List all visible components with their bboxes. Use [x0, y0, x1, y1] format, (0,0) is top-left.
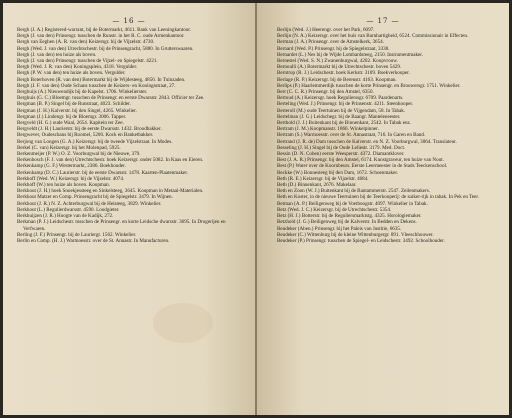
directory-entry: Bergveldt (J. H.) Laurierstr. bij de eerste Dwarsstr. 1432. Broodbakker. [17, 126, 162, 133]
directory-entry: Berkman (P. J.) Leidschestr. tusschen de Prinsengr. en korte Leidsche dwarsstr. 3695. In Drogerijen en Verfwaren. [17, 219, 226, 232]
directory-entry: Best (P.) Water over de Koornbeurs. Eerste Leermeester in de Stads Teeckenschool. [277, 163, 448, 170]
directory-entry: Bertelman (J. G.) Leidschegr. bij de Baangr. Manteleneester. [277, 113, 401, 120]
directory-entry: Bergman (J. H.) Kalverstr. bij den Singel, 4265. Winkelier. [17, 107, 137, 114]
directory-entry: Bergh (J. F. van den) Oude Schans tusschen de Keizers- en Koningsstraat, 27. [17, 82, 176, 89]
directory-entry: Betman (A. P.) Beiligenweg bij de Voetboogstr. 4097. Winkelier in Tabak. [277, 200, 428, 207]
directory-entry: Bergh (J. A.) Registered-warrant, bij de Botermarkt, 4611. Bank van Leeningkantoor. [17, 27, 191, 33]
directory-entry: Berthold (J. J.) Buitenkant bij de Binnenkant, 2542. In Tabak enz. [277, 120, 412, 127]
directory-entry: Beth en Zoon (W. J.) Buitenkant bij de Bantammerstr. 2547. Zeilenmakers. [277, 188, 431, 195]
directory-entry: Berlijn (N. A.) Keizersgr. over het huis van Barnhartigheid, 6524. Commissionair in Effecten. [277, 33, 469, 40]
directory-entry: Berlips (P.) Haarlemmerdijk tusschen de korte Prinsengr. en Brouwersgr. 1751. Winkelier. [277, 82, 461, 89]
directory-entry: Berkenkamp (D. C.) Laurierstr. bij de eerste Dwarsstr. 1478. Kaarten-Plaatenmaker. [17, 169, 189, 176]
page-number: — 16 — [112, 17, 146, 25]
directory-entry: Berjong van Longen (G. A.) Keizersgr. bij de tweede Vijzelstraat. In Modes. [17, 138, 173, 145]
directory-entry: Berntrop (R. J.) Leidschestr. hoek Kerkstr. 3109. Boekverkooper. [277, 70, 410, 77]
directory-entry: Berkhout Matzer en Comp. Prinsengracht bij de Spiegelstr. 3479. In Wijnen. [17, 194, 173, 201]
directory-entry: Bernard (Wed. P.) Prinsengr. bij de Spiegelstraat, 3338. [277, 45, 390, 52]
directory-entry: Berkel (C. van) Keizersgr. bij het Molenpad, 5925. [17, 144, 121, 151]
directory-entry: Besseling (J. H.) Singel bij de Oude Leliestr. 3179. Med. Doct. [277, 144, 406, 151]
directory-entry: Berkenbosch (F. J. van den) Utrechtschestr. hoek Keizersgr. onder 5082. In Kaas en Eieren. [17, 157, 204, 164]
directory-entry: Bernardet (L.) Nes bij de Wijde Lombardsteeg, 2150. Instrumentmaker. [277, 51, 423, 58]
directory-entry: Bessin (D. N. Cohen) eerste Weesperstr. 4372. Diamantklover. [277, 151, 405, 158]
directory-entry: Bertram (S.) Warmoesstr. over de St. Annastraat, 716. In Garen en Band. [277, 132, 426, 139]
directory-entry: Bert (C. C. R.) Prinsengr. bij den Amstel, 6350. [277, 89, 374, 96]
directory-entry: Bergwever, Oudeschans bij Roomel, 5200. Kock en Banketbakker. [17, 132, 154, 139]
directory-entry: Bergman (J.) Lindengr. bij de Bloemgr. 3006. Tapper. [17, 113, 127, 120]
directory-entry: Beudeker (Aben.) Prinsengr. bij het Paleis van Justitie, 6635. [277, 225, 402, 232]
directory-entry: Berlin en Comp. (H. J.) Warmoesstr. over de St. Annastr. In Manufacturen. [17, 237, 170, 244]
directory-entry: Berlijn (Wed. J.) Heerengr. over het Park, 6097. [277, 27, 375, 33]
right-page [257, 3, 509, 415]
directory-entry: Bertoud (A.) Keizersgr. hoek Regulierssgr. 6709. Paardenarts. [277, 95, 404, 102]
directory-entry: Beudeker (P.) Prinsengr. tusschen de Spiegel- en Leidschestr. 3492. Schoolhouder. [277, 237, 445, 244]
directory-entry: Berghuis (G. C.) Bloemgr. tusschen de Prinsengr. en eerste Dwarsstr. 2843. Officier ter Zee. [17, 95, 205, 102]
directory-entry: Beth (D.) Binnenkant, 2676. Makelaar. [277, 182, 357, 189]
directory-entry: Berman (J. A.) Prinsengr. over de Amstelkerk, 3654. [277, 39, 384, 46]
directory-entry: Bergh (J. van den) Prinsengr. tusschen de Runstr. in het R. C. oude Armenkantoor. [17, 33, 185, 40]
directory-entry: Bernoulli (A.) Botermarkt bij de Utrechtschestr. boven 5429. [277, 64, 402, 71]
directory-entry: Berlage (R. P.) Keizersgr. bij de Berenstr. 4163. Koopman. [277, 76, 397, 83]
directory-entry: Best (J. A. R.) Prinsengr. bij den Amstel, 6174. Kunstgraveur, ten huize van Nout. [277, 157, 444, 164]
open-book [3, 3, 509, 415]
directory-entry: Bergveld (H. G.) oude Waal, 2654. Kapitein ter Zee. [17, 120, 124, 127]
directory-entry: Berkhoff (W.) ten huize als boven. Koopman. [17, 182, 110, 189]
directory-entry: Berkhuijzen (J. R.) Hoogte van de Kadijk, 272. [17, 213, 114, 220]
directory-entry: Bergh (J. van den) ten huize als boven. [17, 51, 97, 58]
directory-entry: Bergh (P. W. van den) ten huize als boven. Vergulder. [17, 70, 126, 77]
directory-entry: Berghuijs (A.) Nieuwendijk bij de Kapelst. 1706. Winkelierster. [17, 89, 148, 96]
directory-entry: Bergh (J. van den) Prinsengr. tusschen de Vijzel- en Spiegelstr. 4221. [17, 58, 158, 65]
directory-entry: Bergh (Wed. J. R. van den) Koningsplein, 4318. Vergulder. [17, 64, 138, 71]
directory-entry: Berkhout (J. H.) hoek Snoekjessteeg en Sinkelsteeg, 3645. Koopman in Metaal-Materialen. [17, 188, 204, 195]
directory-entry: Berkhout (L.) Regulierdwarsstr. 4590. Loodgieter. [17, 206, 120, 213]
directory-entry: Beth en Koster, in de nieuwe Teertuinen bij de Teerkooperij: de suiker-rijk in tabak. In Pek en Teer. [277, 194, 480, 201]
directory-entry: Bergh (Wed. J. van den) Utrechtschestr. bij de Prinsengracht, 5880. In Grutterswaaren. [17, 45, 194, 52]
directory-entry: Bernestel (Wed. S. N.) Zwanenburgwal, 4202. Koopvrouw. [277, 58, 398, 65]
directory-entry: Bergman (B. P.) Singel bij de Runstraat, 4023. Schilder. [17, 101, 131, 108]
directory-entry: Berling (J. F.) Prinsengr. bij de Lauriergr. 1562. Winkelier. [17, 231, 137, 238]
directory-entry: Berkenkamp (G. F.) Westermarkt, 2386. Boekhouder. [17, 163, 126, 170]
directory-entry: Bertrand (J. R. de) Dam tusschen de Kalverstr. en N. Z. Voorburgwal, 3064. Translateur. [277, 138, 457, 145]
directory-entry: Bergh van Eeghen (A. R. van den) Keizersgr. bij de Vijzelstr. 4730. [17, 39, 155, 46]
left-page [3, 3, 255, 415]
directory-entry: Berteroll (M.) oude Teertuinen bij de Vijgendam, 58. In Tabak. [277, 107, 406, 114]
directory-entry: Berkhoff (Wed. W.) Keizersgr. bij de Vijzelstr. 4074. [17, 175, 125, 182]
directory-entry: Beth (R. E.) Keizersgr. bij de Vijzelstr. 4684. [277, 175, 369, 182]
directory-entry: Berkhout (J. R.) N. Z. Achterburgwal bij de Heisteeg, 3829. Winkelier. [17, 200, 162, 207]
directory-entry: Betz (H. J.) Botterstr. bij de Reguliersmarktstg. 4325. Horologiemaker. [277, 213, 422, 220]
directory-entry: Berkenmeijer (P. W.) O. Z. Voorburgwal bij de Nieuwe, 379. [17, 151, 141, 158]
directory-entries [17, 27, 243, 244]
directory-entry: Beckke (W.) Bonnesteeg bij den Dam, 1672. Schoenmaker. [277, 169, 399, 176]
directory-entry: Beudeker (C.) Wittenburg bij de kleine Wittenburgergr. 891. Vleeschhouwer. [277, 231, 434, 238]
directory-entry: Bertram (J. M.) Koopmanstr. 1866. Winkelpinner. [277, 126, 379, 133]
directory-entry: Bergh Boterhoven (R. van den) Botermarkt bij de Wijdesteeg, 4856. In Tuinzaden. [17, 76, 186, 83]
directory-entries [277, 27, 499, 244]
page-number: — 17 — [366, 17, 400, 25]
directory-entry: Berteling (Wed. J.) Prinsengr. bij de Prinsenstr. 4211. Steenhooper. [277, 101, 414, 108]
directory-entry: Betz (Wed. J. C.) Keizersgr. bij de Utrechtschestr. 5354. [277, 206, 392, 213]
directory-entry: Betzhold (J. G.) Beiligenweg bij de Kalverstr. In Bedden en Dekens. [277, 219, 417, 226]
